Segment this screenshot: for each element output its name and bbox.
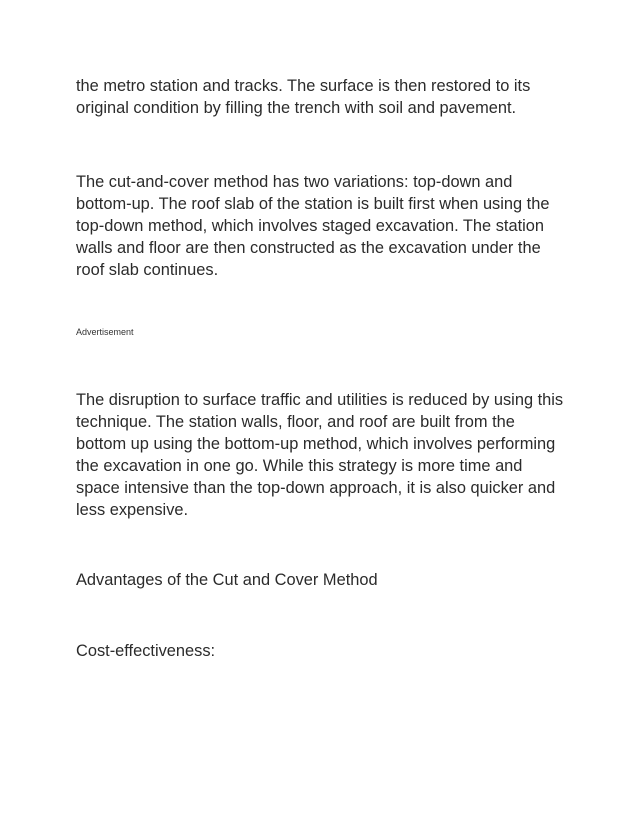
subheading-cost-effectiveness: Cost-effectiveness:	[76, 642, 216, 660]
section-heading-advantages: Advantages of the Cut and Cover Method	[76, 571, 378, 589]
paragraph-intro-continued: the metro station and tracks. The surface is then restored to its original condition by filling the trench with soil and pavement.	[76, 77, 531, 117]
paragraph-bottom-up: The disruption to surface traffic and utilities is reduced by using this technique. The station walls, floor, and roof are built from the bottom up using the bottom-up method, which involves performing the excavation in one go. While this strategy is more time and space intensive than the top-down approach, it is also quicker and less expensive.	[76, 391, 564, 519]
paragraph-variations: The cut-and-cover method has two variations: top-down and bottom-up. The roof slab of the station is built first when using the top-down method, which involves staged excavation. The station walls and floor are then constructed as the excavation under the roof slab continues.	[76, 173, 550, 279]
advertisement-label: Advertisement	[76, 327, 134, 337]
